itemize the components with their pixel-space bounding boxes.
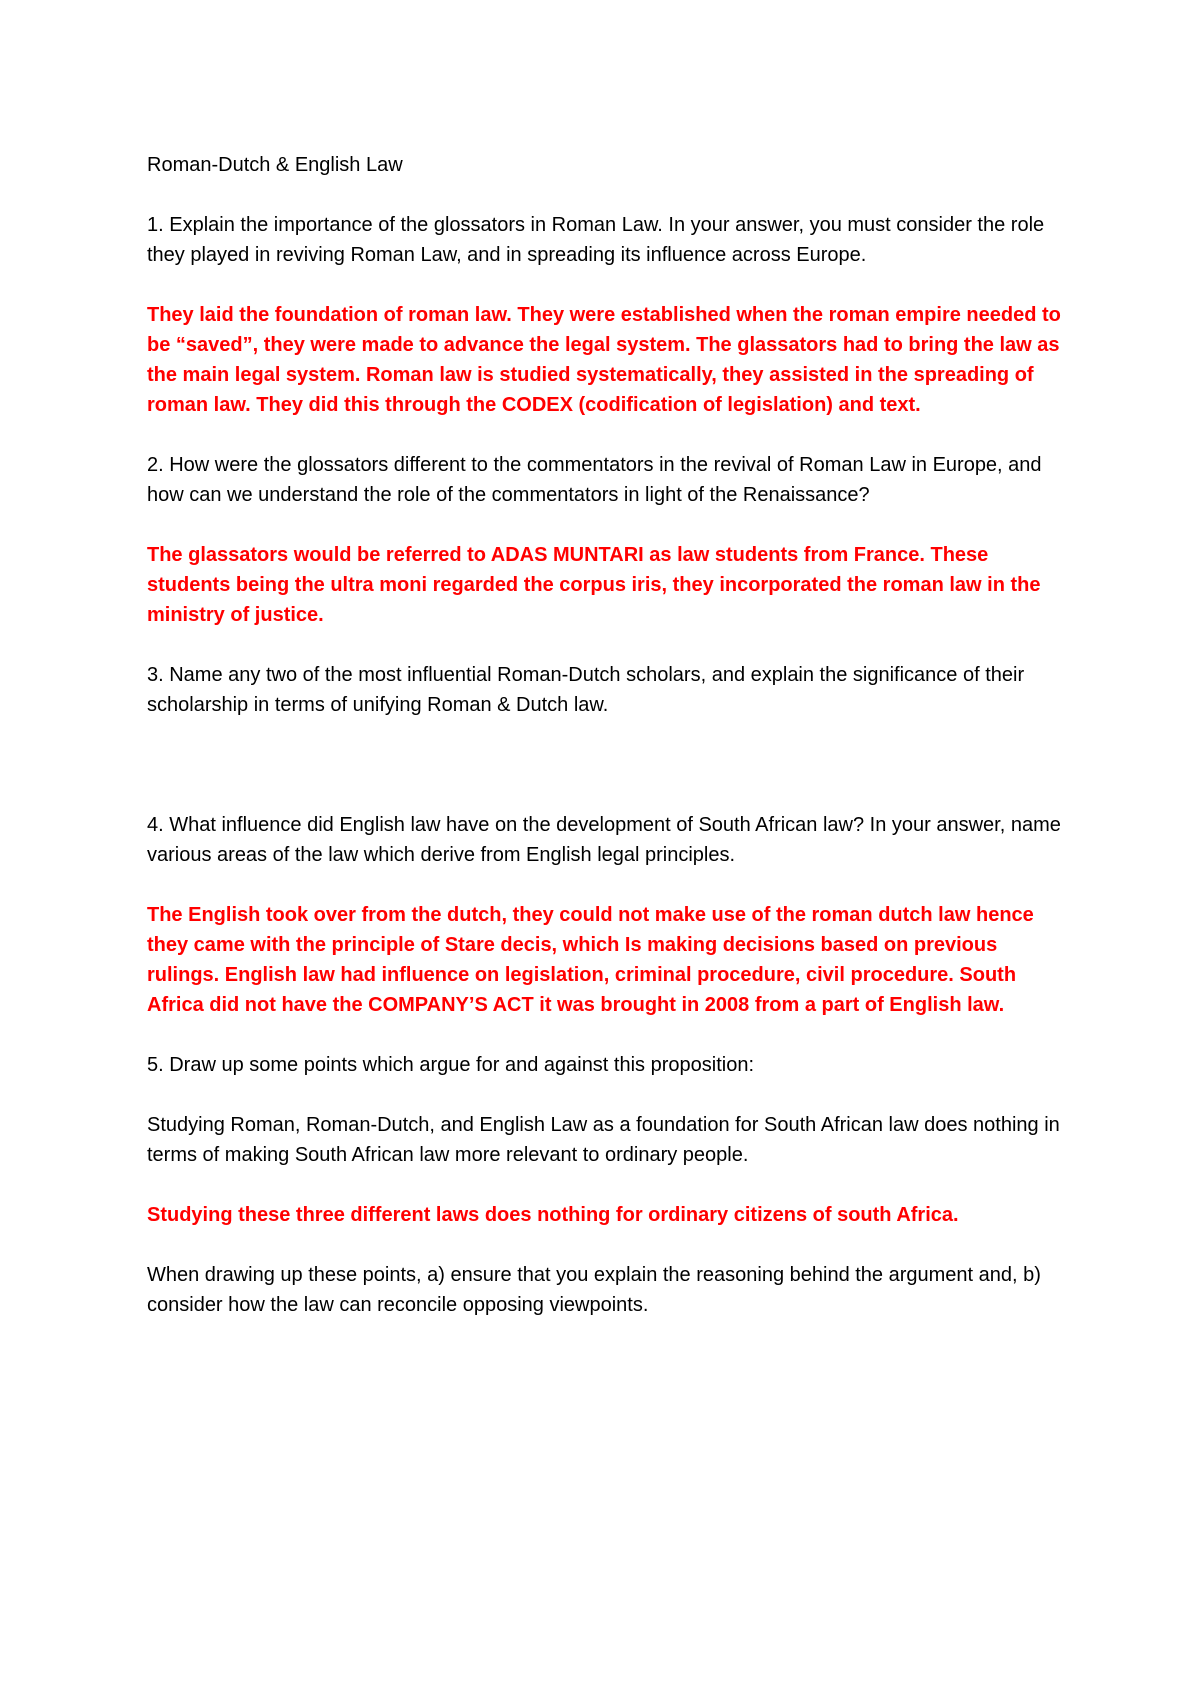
proposition-text: Studying Roman, Roman-Dutch, and English Law as a foundation for South African law does nothing in terms of making South African law more relevant to ordinary people. (147, 1114, 1060, 1166)
answer-5: Studying these three different laws does nothing for ordinary citizens of south Africa. (147, 1204, 959, 1226)
question-1: 1. Explain the importance of the glossators in Roman Law. In your answer, you must consider the role they played in reviving Roman Law, and in spreading its influence across Europe. (147, 214, 1045, 266)
document-title: Roman-Dutch & English Law (147, 154, 403, 176)
document-body (147, 150, 1067, 1350)
blank-answer-3 (147, 750, 1067, 810)
question-3: 3. Name any two of the most influential Roman-Dutch scholars, and explain the significance of their scholarship in terms of unifying Roman & Dutch law. (147, 664, 1025, 716)
question-4: 4. What influence did English law have on the development of South African law? In your answer, name various areas of the law which derive from English legal principles. (147, 814, 1061, 866)
answer-1: They laid the foundation of roman law. They were established when the roman empire needed to be “saved”, they were made to advance the legal system. The glassators had to bring the law as the main legal system. Roman law is studied systematically, they assisted in the spreading of roman law. They did this through the CODEX (codification of legislation) and text. (147, 304, 1061, 416)
question-5: 5. Draw up some points which argue for and against this proposition: (147, 1054, 755, 1076)
instruction-text: When drawing up these points, a) ensure that you explain the reasoning behind the argument and, b) consider how the law can reconcile opposing viewpoints. (147, 1264, 1041, 1316)
answer-4: The English took over from the dutch, they could not make use of the roman dutch law hence they came with the principle of Stare decis, which Is making decisions based on previous rulings. English law had influence on legislation, criminal procedure, civil procedure. South Africa did not have the COMPANY’S ACT it was brought in 2008 from a part of English law. (147, 904, 1034, 1016)
answer-2: The glassators would be referred to ADAS MUNTARI as law students from France. These students being the ultra moni regarded the corpus iris, they incorporated the roman law in the ministry of justice. (147, 544, 1041, 626)
question-2: 2. How were the glossators different to the commentators in the revival of Roman Law in Europe, and how can we understand the role of the commentators in light of the Renaissance? (147, 454, 1042, 506)
